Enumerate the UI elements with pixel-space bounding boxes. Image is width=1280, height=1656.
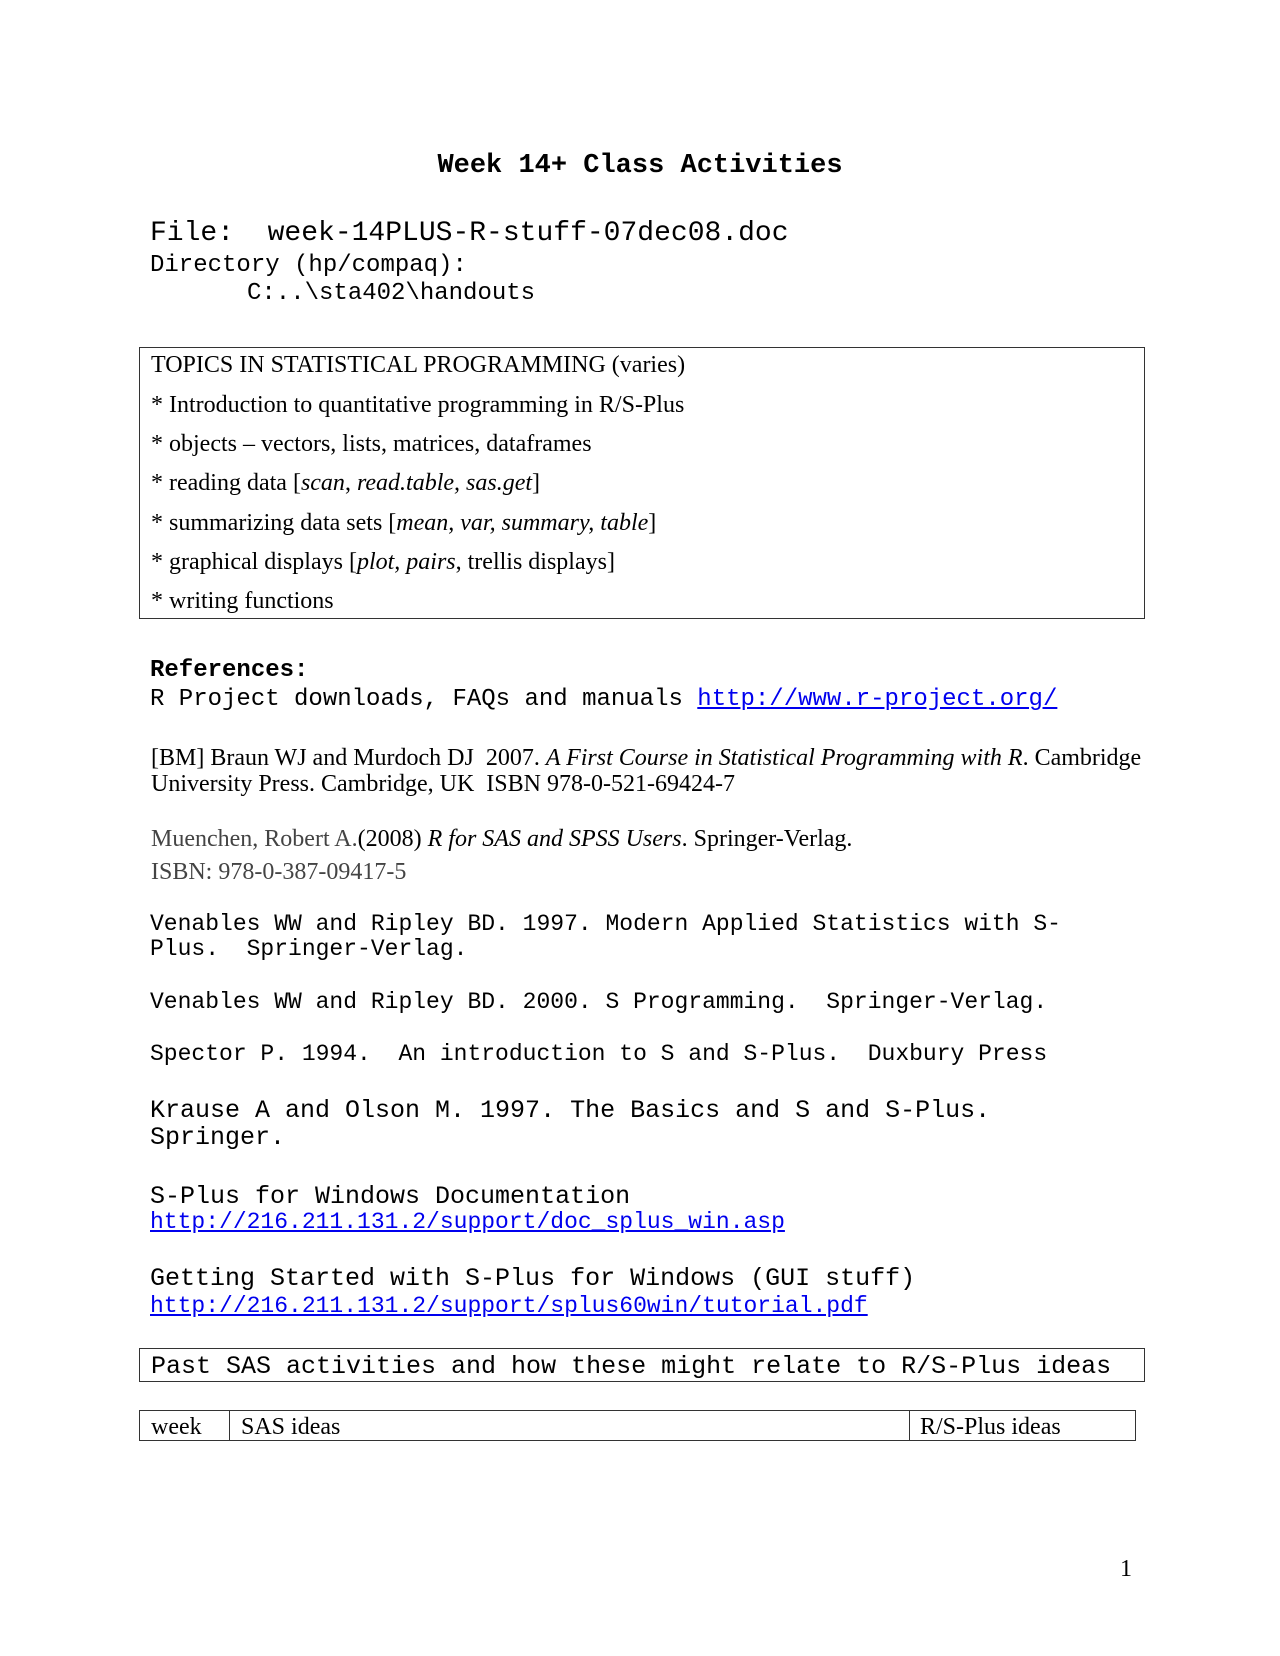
directory-label: Directory (hp/compaq): — [150, 252, 467, 279]
splus-doc-text: S-Plus for Windows Documentation — [150, 1182, 631, 1211]
table-header-week: week — [151, 1414, 202, 1440]
topic-item — [151, 511, 656, 535]
references-heading: References: — [150, 657, 309, 684]
text: * summarizing data sets [ — [151, 510, 397, 536]
page-number: 1 — [1120, 1556, 1132, 1582]
page-title: Week 14+ Class Activities — [437, 151, 843, 181]
text: . Cambridge — [1022, 745, 1142, 771]
column-divider — [909, 1411, 910, 1440]
topics-heading: TOPICS IN STATISTICAL PROGRAMMING (varies) — [151, 352, 686, 378]
text: , trellis displays] — [455, 549, 615, 575]
text: read.table, sas.get — [356, 470, 533, 496]
text: ] — [648, 510, 657, 536]
text: (2008) — [357, 826, 428, 852]
text: * graphical displays [ — [151, 549, 357, 575]
text: ] — [532, 470, 541, 496]
text: mean, var, summary, table — [396, 510, 649, 536]
getting-started-text: Getting Started with S-Plus for Windows (GUI stuff) — [150, 1264, 916, 1293]
text: R for SAS and SPSS Users — [427, 826, 682, 852]
past-sas-text: Past SAS activities and how these might relate to R/S-Plus ideas — [151, 1352, 1112, 1381]
reference-muenchen-isbn: ISBN: 978-0-387-09417-5 — [151, 859, 407, 885]
reference-muenchen — [151, 827, 852, 851]
reference-krause-line2: Springer. — [150, 1123, 286, 1152]
rproject-link[interactable]: http://www.r-project.org/ — [697, 686, 1058, 713]
reference-rproject — [150, 688, 1057, 712]
text: , — [344, 470, 357, 496]
topic-item: * objects – vectors, lists, matrices, dataframes — [151, 431, 592, 457]
text: scan — [300, 470, 345, 496]
reference-venables-1997-line2: Plus. Springer-Verlag. — [150, 936, 468, 962]
topic-item: * Introduction to quantitative programming in R/S-Plus — [151, 392, 685, 418]
text: * reading data [ — [151, 470, 301, 496]
file-name: File: week-14PLUS-R-stuff-07dec08.doc — [150, 218, 789, 249]
text: . Springer-Verlag. — [681, 826, 853, 852]
text: [BM] Braun WJ and Murdoch DJ 2007. — [151, 745, 546, 771]
reference-venables-2000: Venables WW and Ripley BD. 2000. S Programming. Springer-Verlag. — [150, 989, 1048, 1015]
text: Muenchen, Robert A. — [151, 826, 358, 852]
topic-item: * writing functions — [151, 588, 334, 614]
table-header-rsplus-ideas: R/S-Plus ideas — [920, 1414, 1061, 1440]
text: A First Course in Statistical Programming with R — [545, 745, 1023, 771]
topic-item — [151, 550, 615, 574]
directory-path: C:..\sta402\handouts — [247, 280, 536, 307]
reference-krause: Krause A and Olson M. 1997. The Basics and S and S-Plus. — [150, 1096, 991, 1125]
table-header-sas-ideas: SAS ideas — [241, 1414, 341, 1440]
topic-item — [151, 471, 540, 495]
text: plot, pairs — [356, 549, 456, 575]
reference-spector: Spector P. 1994. An introduction to S and S-Plus. Duxbury Press — [150, 1041, 1048, 1067]
past-sas-box — [139, 1348, 1145, 1382]
reference-bm-line2: University Press. Cambridge, UK ISBN 978-0-521-69424-7 — [151, 771, 735, 797]
splus-doc-link[interactable]: http://216.211.131.2/support/doc_splus_win.asp — [150, 1209, 785, 1235]
sas-table — [139, 1410, 1136, 1441]
text: R Project downloads, FAQs and manuals — [150, 686, 698, 713]
reference-bm — [151, 746, 1141, 770]
reference-venables-1997: Venables WW and Ripley BD. 1997. Modern Applied Statistics with S- — [150, 911, 1061, 937]
getting-started-link[interactable]: http://216.211.131.2/support/splus60win/tutorial.pdf — [150, 1293, 868, 1319]
column-divider — [229, 1411, 230, 1440]
